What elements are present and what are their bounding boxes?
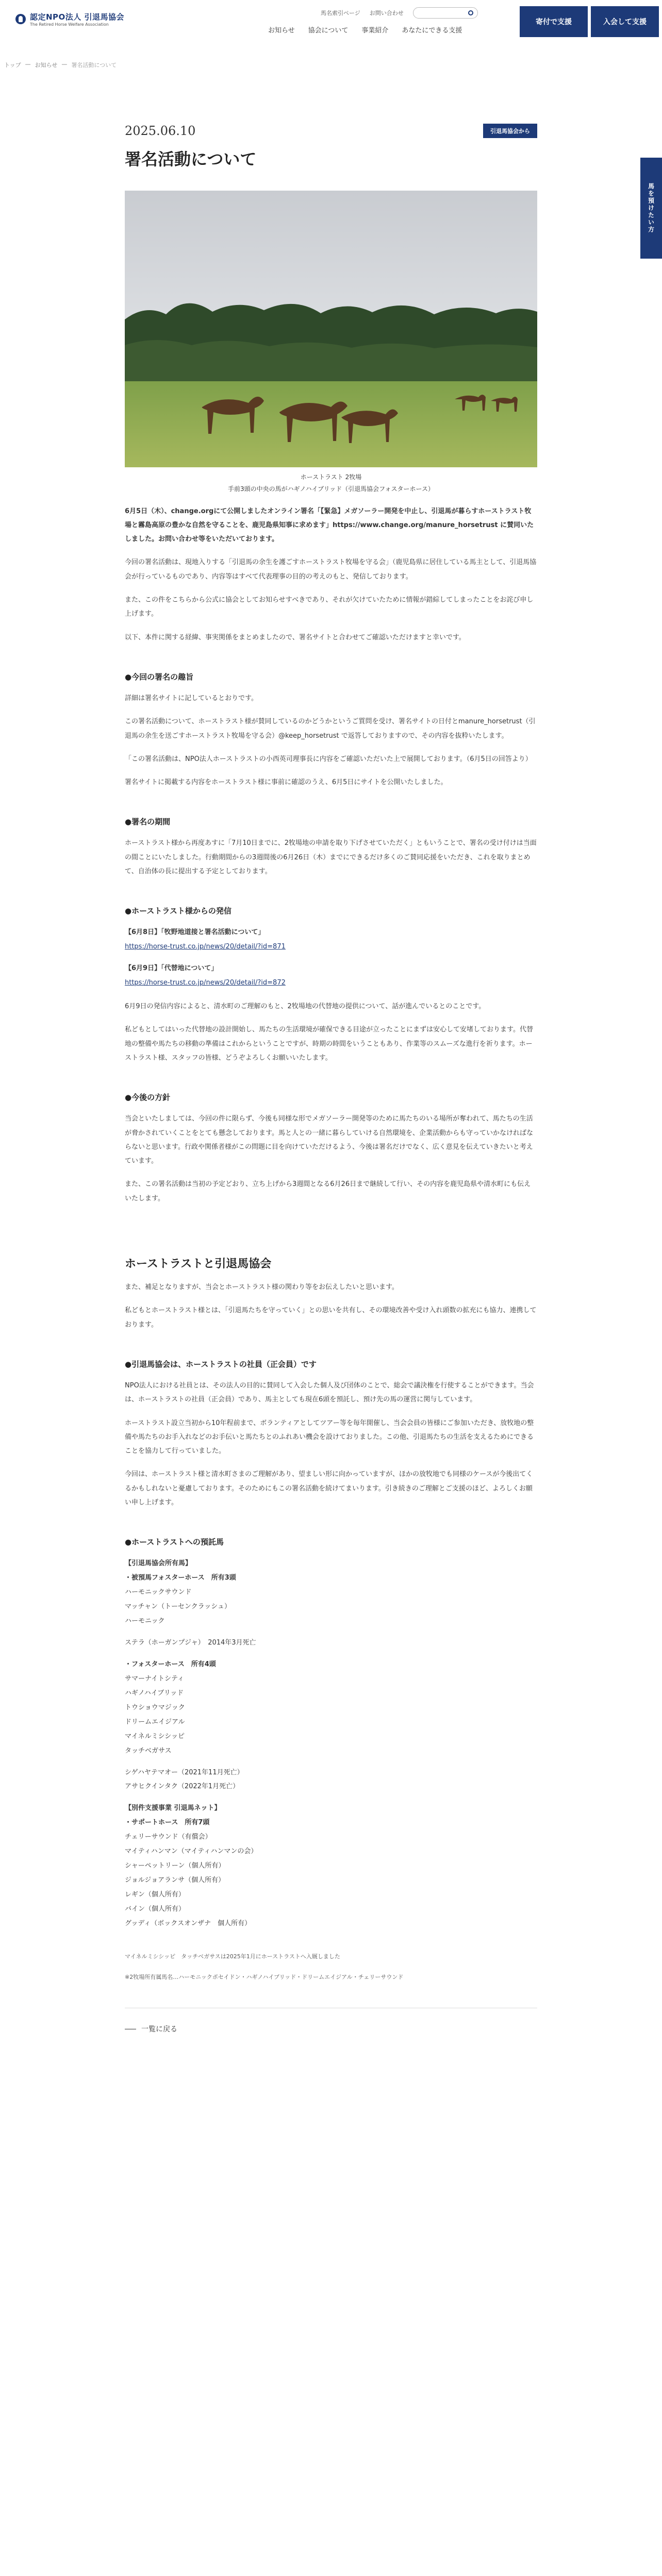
intro-paragraph: 今回の署名活動は、現地入りする「引退馬の余生を護ごすホーストラスト牧場を守る会」（鹿児島県に居住している馬主として、引退馬協会が行っているものであり、内容等はすべて代表理事の目的の考えのもと、発信しております。 <box>125 558 537 581</box>
horse-list-item <box>125 1629 537 1636</box>
horse-list-item: シャーペットリーン（個人所有） <box>125 1862 225 1870</box>
photo-caption: ホーストラスト 2牧場 手前3頭の中央の馬がハギノハイブリッド（引退馬協会フォスターホース） <box>228 473 434 493</box>
horse-list-item <box>125 1758 537 1766</box>
breadcrumb-news[interactable]: お知らせ <box>35 62 58 69</box>
section-paragraph: 「この署名活動は、NPO法人ホーストラストの小西英司理事長に内容をご確認いただいた上で展開しております。（6月5日の回答より） <box>125 755 532 763</box>
section-paragraph: ホーストラスト設立当初から10年程前まで、ボランティアとしてツアー等を毎年開催し、当会会員の皆様にご参加いただき、放牧地の整備や馬たちのお手入れなどのお手伝いと馬たちとのふれあい機会を設けておりました。この他、引退馬たちの生活を支えるためにできることを協力して行っていました。 <box>125 1419 534 1455</box>
article-meta <box>125 124 537 138</box>
section-heading: ●ホーストラスト様からの発信 <box>125 906 231 916</box>
footnote: ※2牧場所有属馬名…ハーモニックポセイドン・ハギノハイブリッド・ドリームエイジアル・チェリーサウンド <box>125 1973 404 1980</box>
section-heading: ●ホーストラストへの預託馬 <box>125 1537 224 1547</box>
horse-list-item: サマーナイトシティ <box>125 1674 185 1683</box>
section-paragraph: NPO法人における社員とは、その法人の目的に賛同して入会した個人及び団体のことで、総会で議決権を行使することができます。当会は、ホーストラストの社員（正会員）であり、馬主としても現在6頭を預託し、預け先の馬の運営に関与しています。 <box>125 1381 534 1404</box>
breadcrumb-top[interactable]: トップ <box>4 62 21 69</box>
section-paragraph: 私どもとホーストラスト様とは、「引退馬たちを守っていく」との思いを共有し、その環境改善や受け入れ頭数の拡充にも協力、連携しております。 <box>125 1307 537 1329</box>
horse-list-item: アサヒクインタク（2022年1月死亡） <box>125 1783 240 1791</box>
section-heading: ●今回の署名の趣旨 <box>125 672 194 682</box>
site-logo[interactable] <box>15 11 124 27</box>
horse-list-item: ハーモニック <box>125 1617 165 1625</box>
breadcrumb-separator: — <box>61 61 68 67</box>
back-to-list-link[interactable]: 一覧に戻る <box>125 2024 537 2034</box>
subheading-horsetrust: ホーストラストと引退馬協会 <box>125 1258 272 1271</box>
horse-list-item: ドリームエイジアル <box>125 1718 185 1726</box>
breadcrumb-current: 署名活動について <box>71 62 117 69</box>
horse-list-item: トウショウマジック <box>125 1703 185 1711</box>
section-heading: ●署名の期間 <box>125 817 171 827</box>
utility-nav <box>321 7 478 19</box>
article <box>125 124 537 2034</box>
footnote: マイネルミシシッピ タッチベガサスは2025年1月にホーストラストへ入厩しました <box>125 1953 340 1960</box>
horse-list-item: ・被預馬フォスターホース 所有3頭 <box>125 1574 236 1582</box>
horse-list-item: ・サポートホース 所有7頭 <box>125 1819 210 1827</box>
horse-list-item: タッチベガサス <box>125 1747 172 1755</box>
logo-title: 認定NPO法人 引退馬協会 <box>30 12 125 22</box>
external-link[interactable]: https://horse-trust.co.jp/news/20/detail/?id=872 <box>125 979 286 987</box>
logo-subtitle: The Retired Horse Welfare Association <box>30 22 109 27</box>
intro-paragraph: 以下、本件に関する経緯、事実関係をまとめましたので、署名サイトと合わせてご確認いただけますと幸いです。 <box>125 633 466 641</box>
donate-button[interactable]: 寄付で支援 <box>520 6 588 37</box>
horse-list-item: 【別件支援事業 引退馬ネット】 <box>125 1804 221 1812</box>
article-date: 2025.06.10 <box>125 124 196 138</box>
horse-list-item: グッディ（ボックスオンザナ 個人所有） <box>125 1919 252 1927</box>
intro-paragraph: 6月5日（木）、change.orgにて公開しましたオンライン署名「【緊急】メガソーラー開発を中止し、引退馬が暮らすホーストラスト牧場と霧島高原の豊かな自然を守ることを、鹿児島県知事に求めます」https://www.change.org/manure_horsetrust に賛同いたしました。お問い合わせ等をいただいております。 <box>125 507 534 544</box>
horse-list-item: 【引退馬協会所有馬】 <box>125 1560 192 1568</box>
horse-list-item: ジョルジョアランサ（個人所有） <box>125 1876 225 1885</box>
section-paragraph: 詳細は署名サイトに記しているとおりです。 <box>125 694 258 702</box>
horse-list-item: ・フォスターホース 所有4頭 <box>125 1660 216 1668</box>
horse-list-item: マッチャン（トーセンクラッシュ） <box>125 1603 231 1611</box>
nav-projects[interactable]: 事業紹介 <box>361 27 389 35</box>
section-paragraph: 今回は、ホーストラスト様と清水町さまのご理解があり、望ましい形に向かっていますが、ほかの放牧地でも同様のケースが今後出てくるかもしれないと憂慮しております。そのためにもこの署名活動を続けてまいります。引き続きのご理解とご支援のほど、よろしくお願い申し上げます。 <box>125 1470 533 1507</box>
section-paragraph: この署名活動について、ホーストラスト様が賛同しているのかどうかというご質問を受け、署名サイトの日付とmanure_horsetrust（引退馬の余生を送ごすホーストラスト牧場を守る会）@keep_horsetrust で返答しておりますので、その内容を抜粋いたします。 <box>125 718 536 740</box>
nav-about[interactable]: 協会について <box>308 27 349 35</box>
breadcrumb-separator: — <box>25 61 31 67</box>
horse-logo-icon <box>15 14 26 24</box>
horse-list-item: ステラ（ホーガンプジャ） 2014年3月死亡 <box>125 1639 256 1647</box>
category-badge[interactable]: 引退馬協会から <box>483 124 537 138</box>
horse-list-item <box>125 1794 537 1801</box>
page-title: 署名活動について <box>125 149 257 169</box>
horse-list-item: レギン（個人所有） <box>125 1891 185 1899</box>
horse-list-item: マイネルミシシッピ <box>125 1732 185 1740</box>
util-link-contact[interactable]: お問い合わせ <box>369 10 404 16</box>
external-link[interactable]: https://horse-trust.co.jp/news/20/detail/?id=871 <box>125 943 286 951</box>
intro-paragraph: また、この件をこちらから公式に協会としてお知らせすべきであり、それが欠けていたために情報が錯綜してしまったことをお詫び申し上げます。 <box>125 596 534 618</box>
section-paragraph: また、この署名活動は当初の予定どおり、立ち上げから3週間となる6月26日まで継続して行い、その内容を鹿児島県や清水町にも伝えいたします。 <box>125 1180 531 1202</box>
horse-list <box>125 1556 537 1931</box>
horse-trust-links: 【6月8日】「牧野地道接と署名活動について」 https://horse-trust.co.jp/news/20/detail/?id=871 【6月9日】「代替地について」 https://horse-trust.co.jp/news/20/detail/?id=872 <box>125 925 537 990</box>
section-paragraph: 当会といたしましては、今回の件に限らず、今後も同様な形でメガソーラー開発等のために馬たちのいる場所が奪われて、馬たちの生活が脅かされていくことをとても懸念しております。馬と人との一緒に暮らしていける自然環境を、企業活動からも守っていかなければならないと思います。行政や関係者様がこの問題に目を向けていただけるよう、今後は署名だけでなく、広く意見を伝えていきたいと考えています。 <box>125 1115 533 1165</box>
horse-list-item: バイン（個人所有） <box>125 1905 186 1913</box>
section-heading: ●引退馬協会は、ホーストラストの社員（正会員）です <box>125 1359 317 1369</box>
side-tab-horse-consignment[interactable]: 馬を預けたい方 <box>640 158 662 259</box>
section-heading: ●今後の方針 <box>125 1093 171 1103</box>
section-paragraph: 私どもとしてはいった代替地の設計開始し、馬たちの生活環境が確保できる目途が立ったことにまずは安心して安堵しております。代替地の整備や馬たちの移動の準備はこれからということですが、時期の時間をいうこともあり、作業等のスムーズな進行を祈ります。ホーストラスト様、スタッフの皆様、どうぞよろしくお願いいたします。 <box>125 1026 533 1062</box>
horse-list-item: ハギノハイブリッド <box>125 1689 184 1697</box>
horse-list-item: シゲハヤテマオー（2021年11月死亡） <box>125 1768 244 1776</box>
util-link-horse-index[interactable]: 馬名索引ページ <box>321 10 360 16</box>
section-paragraph: 署名サイトに掲載する内容をホーストラスト様に事前に確認のうえ、6月5日にサイトを公開いたしました。 <box>125 778 448 787</box>
horse-list-item <box>125 1650 537 1657</box>
join-button[interactable]: 入会して支援 <box>591 6 659 37</box>
horse-list-item: マイティハンマン（マイティハンマンの会） <box>125 1848 258 1856</box>
site-header <box>0 0 662 57</box>
nav-news[interactable]: お知らせ <box>268 27 295 35</box>
global-nav <box>268 25 462 35</box>
horse-list-item: チェリーサウンド（有償会） <box>125 1833 212 1841</box>
nav-support[interactable]: あなたにできる支援 <box>402 27 462 35</box>
section-paragraph: 6月9日の発信内容によると、清水町のご理解のもと、2牧場地の代替地の提供について、話が進んでいるとのことです。 <box>125 1003 486 1011</box>
search-icon[interactable] <box>468 10 473 15</box>
section-paragraph: また、補足となりますが、当会とホーストラスト様の関わり等をお伝えしたいと思います。 <box>125 1283 399 1292</box>
hero-photo-horses <box>125 191 537 467</box>
search-input[interactable] <box>413 7 478 19</box>
section-paragraph: ホーストラスト様から再度あすに「7月10日までに、2牧場地の申請を取り下げさせていただく」ともいうことで、署名の受け付けは当面の間ことにいたしました。行動期間からの3週間後の6月26日（木）までにできるだけ多くのご賛同応援をいただき、これを取りまとめて、自治体の長に提出する予定としております。 <box>125 839 537 876</box>
breadcrumb <box>4 61 117 69</box>
horse-list-item: ハーモニックサウンド <box>125 1588 192 1597</box>
